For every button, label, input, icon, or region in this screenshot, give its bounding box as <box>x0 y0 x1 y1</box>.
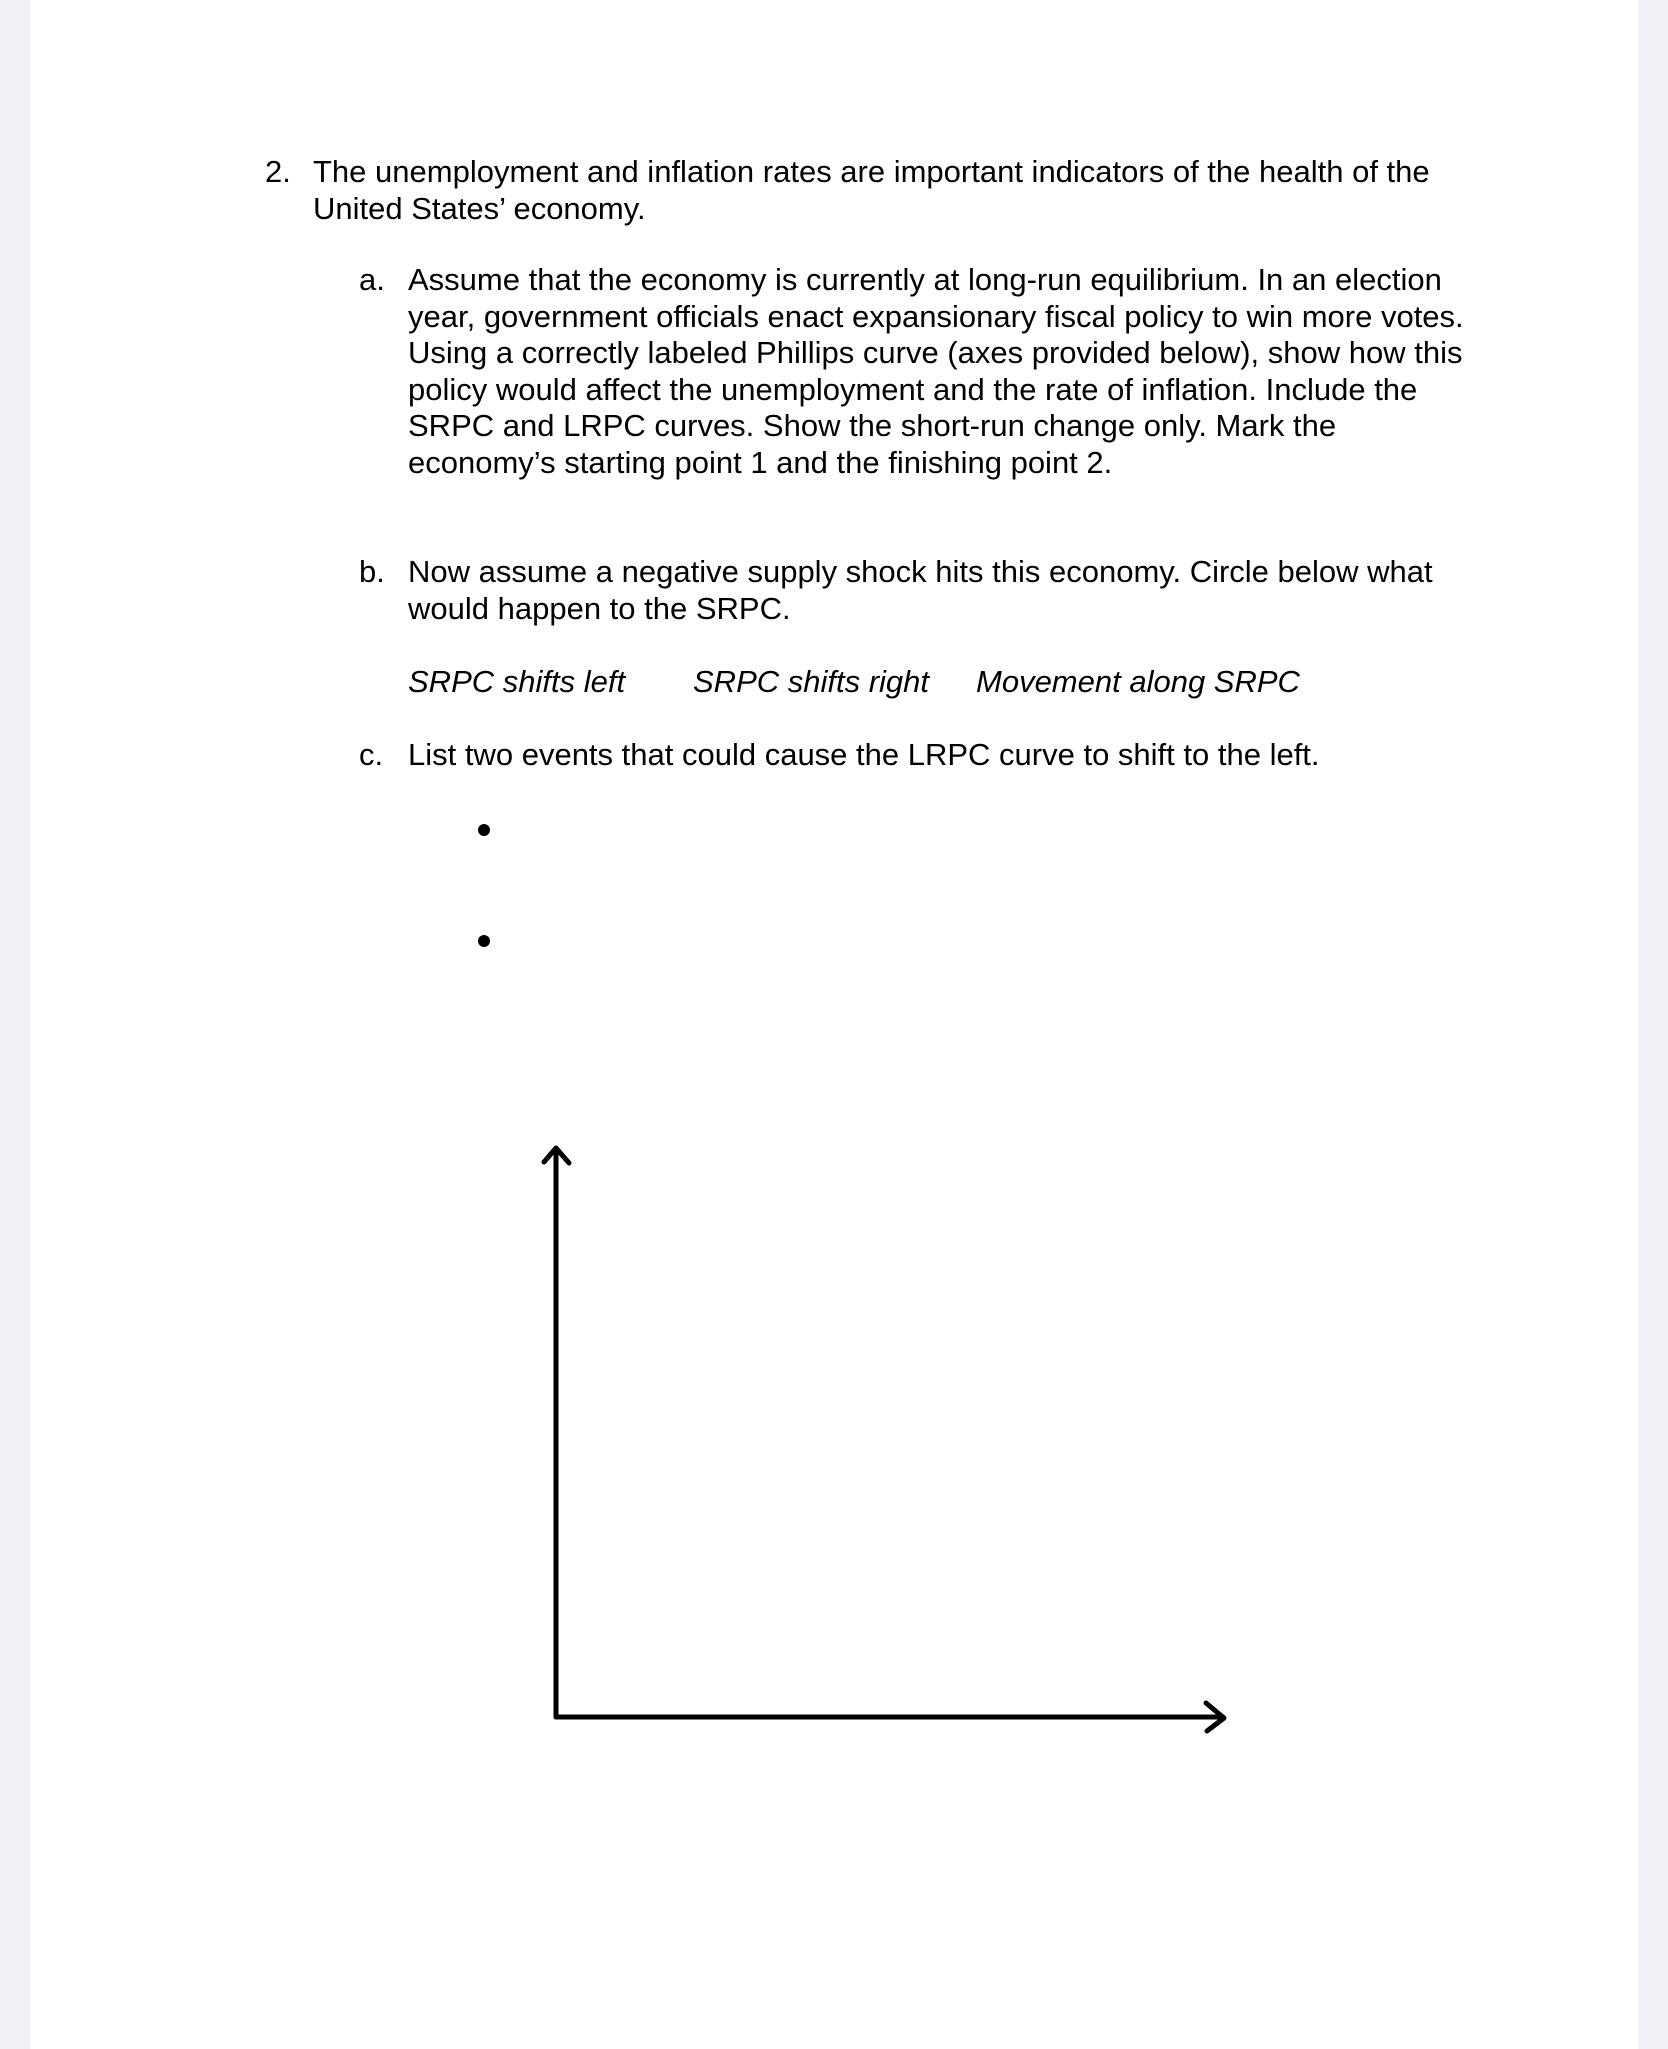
option-movement-along-srpc[interactable]: Movement along SRPC <box>976 664 1300 699</box>
option-srpc-shifts-right[interactable]: SRPC shifts right <box>693 664 930 699</box>
question-number: 2. <box>265 154 291 189</box>
part-a-label: a. <box>359 262 385 297</box>
part-b-text: Now assume a negative supply shock hits this economy. Circle below what would happen to the SRPC. <box>408 554 1433 626</box>
part-b-label: b. <box>359 554 385 589</box>
phillips-curve-axes <box>30 0 1638 2049</box>
question-text: The unemployment and inflation rates are important indicators of the health of the United States’ economy. <box>313 154 1430 226</box>
option-srpc-shifts-left[interactable]: SRPC shifts left <box>408 664 626 699</box>
part-c-text: List two events that could cause the LRPC curve to shift to the left. <box>408 737 1320 772</box>
worksheet-page <box>30 0 1638 2049</box>
part-a-text: Assume that the economy is currently at long-run equilibrium. In an election year, government officials enact expansionary fiscal policy to win more votes. Using a correctly labeled Phillips curve (axes provided below), show how this policy would affect the unemployment and the rate of inflation. Include the SRPC and LRPC curves. Show the short-run change only. Mark the economy’s starting point 1 and the finishing point 2. <box>408 262 1464 480</box>
part-c-label: c. <box>359 737 384 772</box>
